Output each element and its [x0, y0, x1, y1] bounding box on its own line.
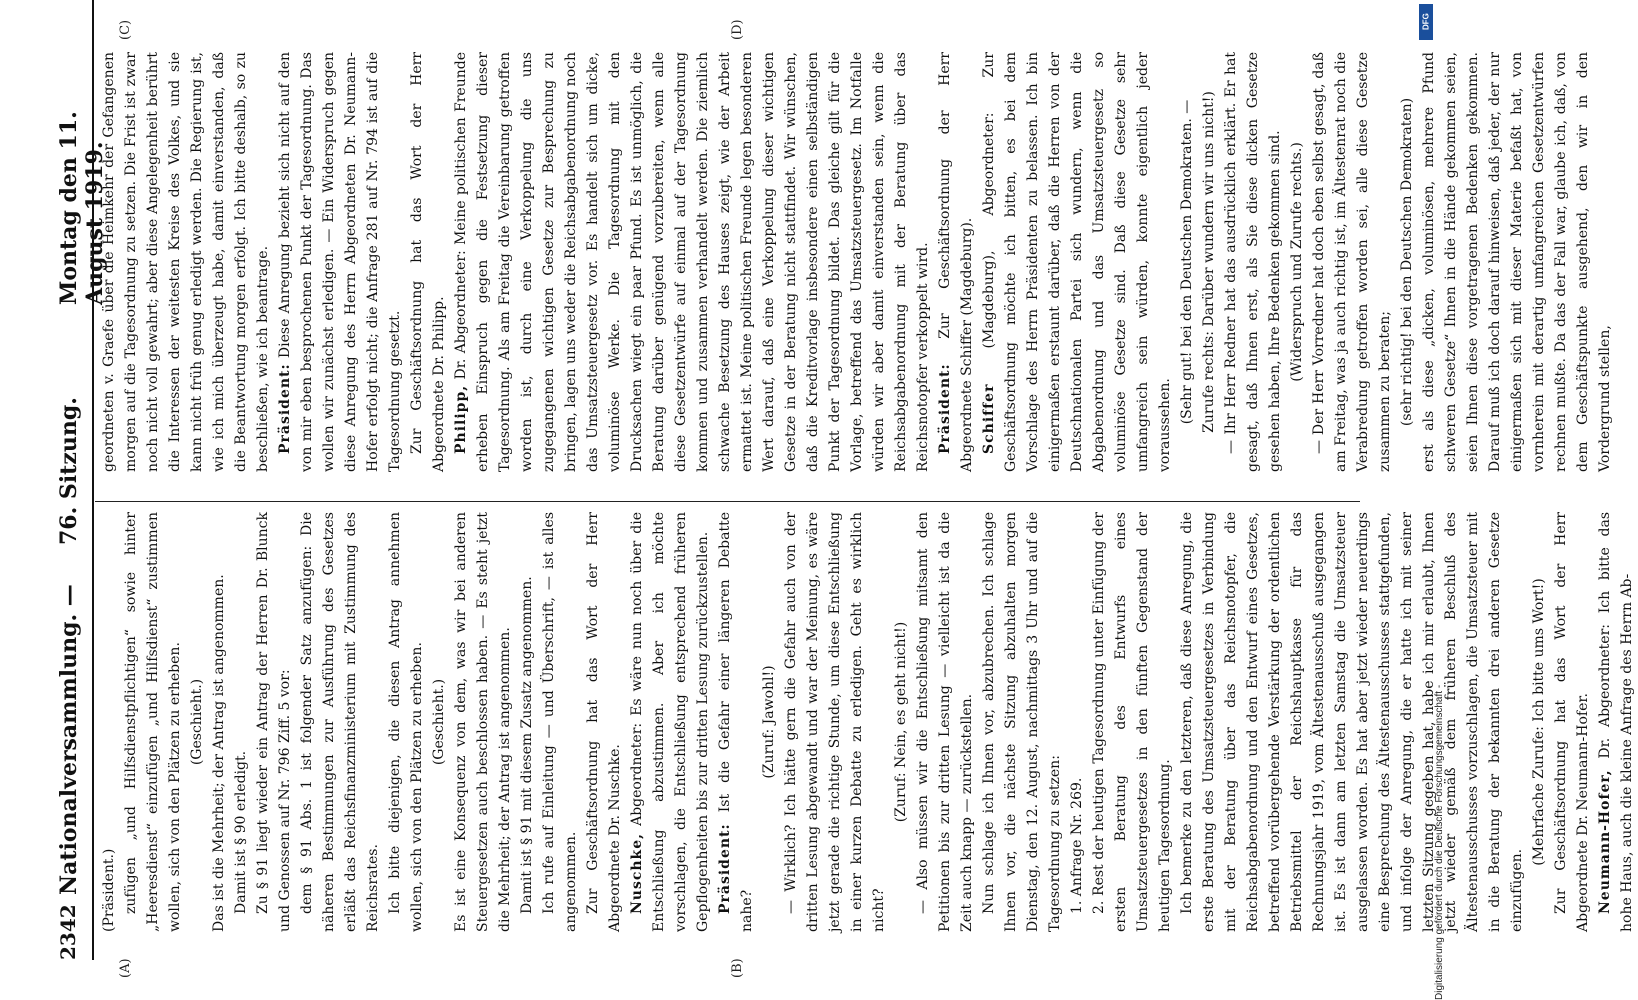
- right-text-column: [98, 52, 1616, 472]
- speech-paragraph: [714, 512, 758, 932]
- speaker-context: (Präsident.): [101, 848, 117, 932]
- speech-text: Diese Anregung bezieht sich nicht auf den von mir eben besprochenen Punkt der Tagesordnung. Das wollen wir zunächst erledigen. — Ein Widerspruch gegen diese Anregung des Herrn Abgeordneten Dr. Neumann-Hofer erfolgt nicht; die Anfrage 281 auf Nr. 794 ist auf die Tagesordnung gesetzt.: [277, 51, 403, 472]
- paragraph: geordneten v. Graefe über die Heimkehr der Gefangenen morgen auf die Tagesordnung zu setzen. Die Frist ist zwar noch nicht voll gewahrt; aber diese Angelegenheit berührt die Interessen der weitesten Kreise des Volkes, und sie kann nicht früh genug erledigt werden. Die Regierung ist, wie ich mich überzeugt habe, damit einverstanden, daß die Beantwortung morgen erfolgt. Ich bitte deshalb, so zu beschließen, wie ich beantrage.: [101, 52, 271, 472]
- speech-paragraph: [626, 512, 714, 932]
- speech-text: Zur Geschäftsordnung der Herr Abgeordnete Schiffer (Magdeburg).: [937, 52, 975, 472]
- speaker-name: Neumann-Hofer,: [1597, 769, 1613, 914]
- paragraph: Es ist eine Konsequenz von dem, was wir bei anderen Steuergesetzen auch beschlossen haben. — Es steht jetzt die Mehrheit; der Antrag ist angenommen.: [453, 512, 513, 932]
- paragraph: Zu § 91 liegt wieder ein Antrag der Herren Dr. Blunck und Genossen auf Nr. 796 Ziff. 5 vor:: [255, 512, 293, 932]
- paragraph: Zur Geschäftsordnung hat das Wort der Herr Abgeordnete Dr. Philipp.: [409, 52, 447, 472]
- margin-letter-a: (A): [118, 958, 133, 978]
- interjection: (Widerspruch und Zurufe rechts.): [1289, 142, 1305, 382]
- speech-text: Dr. Abgeordneter: Ich bitte das hohe Haus, auch die kleine Anfrage des Herrn Ab-: [1597, 511, 1635, 932]
- paragraph: Das ist die Mehrheit; der Antrag ist angenommen.: [211, 574, 227, 932]
- speech-paragraph: [934, 52, 978, 472]
- interjection: (Mehrfache Zurufe: Ich bitte ums Wort!): [1531, 578, 1547, 866]
- margin-letter-b: (B): [730, 958, 745, 978]
- speech-text: (Magdeburg), Abgeordneter: Zur Geschäftsordnung möchte ich bitten, es bei dem Vorschlage des Herrn Präsidenten zu belassen. Ich bin einigermaßen erstaunt darüber, daß die Herren von der Deutschnationalen Partei sich wundern, wenn die Abgabenordnung und das Umsatzsteuergesetz so voluminöse Gesetze sind. Daß diese Gesetze sehr umfangreich sein würden, konnte eigentlich jeder voraussehen.: [981, 52, 1173, 472]
- paragraph: — Wirklich? Ich hätte gern die Gefahr auch von der dritten Lesung abgewandt und war der Meinung, es wäre jetzt gerade die richtige Stunde, um diese Entschließung in einer kurzen Debatte zu erledigen. Geht es wirklich nicht?: [783, 512, 887, 932]
- paragraph: Ich bitte diejenigen, die diesen Antrag annehmen wollen, sich von den Plätzen zu erheben.: [387, 512, 425, 932]
- speech-text: Ist die Gefahr einer längeren Debatte nahe?: [717, 511, 755, 932]
- speaker-name: Schiffer: [981, 383, 997, 454]
- speech-paragraph: [450, 52, 934, 472]
- agenda-item: 2. Rest der heutigen Tagesordnung unter Einfügung der ersten Beratung des Entwurfs eines Umsatzsteuergesetzes in den fünften Gegenstand der heutigen Tagesordnung.: [1091, 512, 1173, 932]
- paragraph: Ich rufe auf Einleitung — und Überschrift, — ist alles angenommen.: [541, 512, 579, 932]
- credit-text: Digitalisierung gefördert durch die Deutsche Forschungsgemeinschaft -: [1434, 684, 1445, 1000]
- paragraph: — Also müssen wir die Entschließung mitsamt den Petitionen bis zur dritten Lesung — vielleicht ist da die Zeit auch knapp — zurückstellen.: [915, 512, 975, 932]
- session-date: Montag den 11. August 1919.: [56, 111, 108, 305]
- column-divider: [95, 501, 1360, 502]
- interjection: Zurufe rechts: Darüber wundern wir uns nicht!): [1201, 91, 1217, 433]
- interjection: (Zuruf: Jawohl!): [761, 665, 777, 779]
- motion-text: dem § 91 Abs. 1 ist folgender Satz anzufügen: Die näheren Bestimmungen zur Ausführung des Gesetzes erläßt das Reichsfinanzministerium mit Zustimmung des Reichsrates.: [299, 512, 381, 932]
- speech-text: Dr. Abgeordneter: Meine politischen Freunde erheben Einspruch gegen die Festsetzung dieser Tagesordnung. Als am Freitag die Vereinbarung getroffen worden ist, durch eine Verkoppelung die uns zugegangenen wichtigen Gesetze zur Besprechung zu bringen, lagen uns weder die Reichsabgabenordnung noch das Umsatzsteuergesetz vor. Es handelt sich um dicke, voluminöse Werke. Die Tagesordnung mit den Drucksachen wiegt ein paar Pfund. Es ist unmöglich, die Beratung darüber genügend vorzubereiten, wenn alle diese Gesetzentwürfe auf einmal auf der Tagesordnung kommen und zusammen verhandelt werden. Die ziemlich schwache Besetzung des Hauses zeigt, wie der Arbeit ermattet ist. Meine politischen Freunde legen besonderen Wert darauf, daß eine Verkoppelung dieser wichtigen Gesetze in der Beratung nicht stattfindet. Wir wünschen, daß die Kreditvorlage insbesondere einen selbständigen Punkt der Tagesordnung bildet. Das gleiche gilt für die Vorlage, betreffend das Umsatzsteuergesetz. Im Notfalle würden wir aber damit einverstanden sein, wenn die Reichsabgabenordnung mit der Beratung über das Reichsnotopfer verkoppelt wird.: [453, 52, 931, 472]
- speech-text: Abgeordneter: Es wäre nun noch über die Entschließung abzustimmen. Aber ich möchte vorschlagen, die Entschließung entsprechend früheren Gepflogenheiten bis zur dritten Lesung zurückzustellen.: [629, 512, 711, 932]
- speaker-name: Nuschke,: [629, 832, 645, 914]
- header-rule: [92, 0, 94, 960]
- paragraph: erst als diese „dicken, voluminösen, mehrere Pfund schweren Gesetze“ Ihnen in die Hände gekommen seien, seien Ihnen diese vorgetragenen Bedenken gekommen. Darauf muß ich doch darauf hinweisen, daß jeder, der nur einigermaßen sich mit dieser Materie befaßt hat, von vornherein mit derartig umfangreichen Gesetzentwürfen rechnen mußte. Da das der Fall war, glaube ich, daß, von dem Geschäftspunkte ausgehend, den wir in den Vordergrund stellen,: [1421, 52, 1613, 472]
- interjection: (Sehr gut! bei den Deutschen Demokraten. —: [1179, 99, 1195, 425]
- speech-paragraph: [274, 52, 406, 472]
- assembly-title: Nationalversammlung. —: [56, 584, 82, 895]
- margin-letter-d: (D): [730, 19, 745, 40]
- interjection: (Zuruf: Nein, es geht nicht!): [893, 621, 909, 823]
- paragraph: — Der Herr Vorredner hat doch eben selbst gesagt, daß am Freitag, was ja auch richtig ist, im Ältestenrat noch die Verabredung getroffen worden sei, alle diese Gesetze zusammen zu beraten;: [1311, 52, 1393, 472]
- paragraph: zufügen „und Hilfsdienstpflichtigen“ sowie hinter „Heeresdienst“ einzufügen „und Hilfsdienst“ zustimmen wollen, sich von den Plätzen zu erheben.: [123, 512, 183, 932]
- paragraph: — Ihr Herr Redner hat das ausdrücklich erklärt. Er hat gesagt, daß Ihnen erst, als Sie diese dicken Gesetze gesehen haben, Ihre Bedenken gekommen sind.: [1223, 52, 1283, 472]
- page-header: [52, 60, 108, 960]
- stage-direction: (Geschieht.): [189, 678, 205, 766]
- interjection: (sehr richtig! bei den Deutschen Demokraten): [1399, 97, 1415, 427]
- paragraph: Nun schlage ich Ihnen vor, abzubrechen. Ich schlage Ihnen vor, die nächste Sitzung abzuhalten morgen Dienstag, den 12. August, nachmittags 3 Uhr und auf die Tagesordnung zu setzen:: [981, 512, 1063, 932]
- session-title: 76. Sitzung.: [56, 397, 82, 545]
- agenda-item: 1. Anfrage Nr. 269.: [1069, 777, 1085, 914]
- speech-paragraph: [978, 52, 1176, 472]
- page-number: 2342: [56, 904, 80, 960]
- margin-letter-c: (C): [118, 19, 133, 40]
- stage-direction: (Geschieht.): [431, 678, 447, 766]
- speaker-name: Philipp,: [453, 384, 469, 454]
- paragraph: Damit ist § 91 mit diesem Zusatz angenommen.: [519, 576, 535, 914]
- digitization-credit: [1418, 0, 1445, 1000]
- president-label: Präsident:: [937, 363, 953, 454]
- paragraph: Zur Geschäftsordnung hat das Wort der Herr Abgeordnete Dr. Nuschke.: [585, 512, 623, 932]
- left-text-column: [98, 512, 1638, 932]
- speech-paragraph: [1594, 512, 1638, 932]
- president-label: Präsident:: [717, 823, 733, 914]
- paragraph: Zur Geschäftsordnung hat das Wort der Herr Abgeordnete Dr. Neumann-Hofer.: [1553, 512, 1591, 932]
- paragraph: Damit ist § 90 erledigt.: [233, 750, 249, 914]
- president-label: Präsident:: [277, 363, 293, 454]
- dfg-logo-icon: DFG: [1419, 4, 1433, 40]
- paragraph: Ich bemerke zu den letzteren, daß diese Anregung, die erste Beratung des Umsatzsteuergesetzes in Verbindung mit der Beratung über das Reichsnotopfer, die Reichsabgabenordnung und den Entwurf eines Gesetzes, betreffend vorübergehende Verstärkung der ordentlichen Betriebsmittel der Reichshauptkasse für das Rechnungsjahr 1919, vom Ältestenausschuß ausgegangen ist. Es ist dann am letzten Samstag die Umsatzsteuer ausgelassen worden. Es hat aber jetzt wieder neuerdings eine Besprechung des Ältestenausschusses stattgefunden, und infolge der Anregung, die er hatte ich mit seiner letzten Sitzung gegeben hat, habe ich mir erlaubt, Ihnen jetzt wieder gemäß dem früheren Beschluß des Ältestenausschusses vorzuschlagen, die Umsatzsteuer mit in die Beratung der bekannten drei anderen Gesetze einzufügen.: [1179, 512, 1525, 932]
